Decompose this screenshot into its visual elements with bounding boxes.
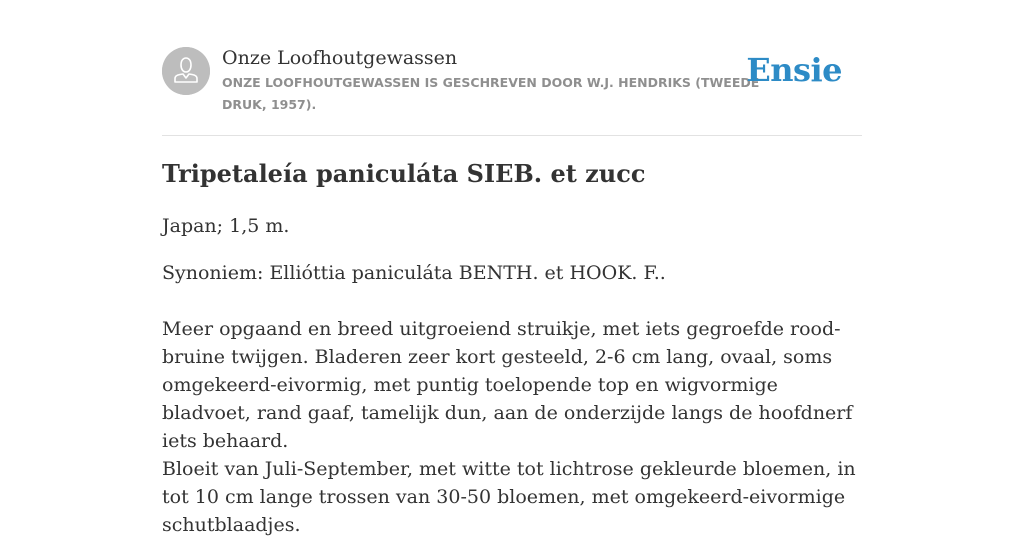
article-paragraph: Bloeit van Juli-September, met witte tot lichtrose gekleurde bloemen, in tot 10 cm lange trossen van 30-50 bloemen, met omgekeerd-eivormige schutblaadjes. xyxy=(162,458,856,536)
source-title[interactable]: Onze Loofhoutgewassen xyxy=(222,47,458,69)
article-paragraph: Japan; 1,5 m. xyxy=(162,215,290,237)
article-paragraph: Synoniem: Ellióttia paniculáta BENTH. et HOOK. F.. xyxy=(162,262,666,284)
ensie-logo[interactable]: Ensie xyxy=(746,51,842,89)
avatar[interactable] xyxy=(162,47,210,95)
user-avatar-icon xyxy=(162,47,210,95)
page-content xyxy=(162,0,862,536)
source-description: ONZE LOOFHOUTGEWASSEN IS GESCHREVEN DOOR W.J. HENDRIKS (TWEEDE DRUK, 1957). xyxy=(222,75,760,112)
article-paragraph: Meer opgaand en breed uitgroeiend struikje, met iets gegroefde rood-bruine twijgen. Bladeren zeer kort gesteeld, 2-6 cm lang, ovaal, soms omgekeerd-eivormig, met puntig toelopende top en wigvormige bladvoet, rand gaaf, tamelijk dun, aan de onderzijde langs de hoofdnerf iets behaard. xyxy=(162,318,853,452)
source-header xyxy=(162,46,862,136)
article-title: Tripetaleía paniculáta SIEB. et zucc xyxy=(162,159,646,188)
